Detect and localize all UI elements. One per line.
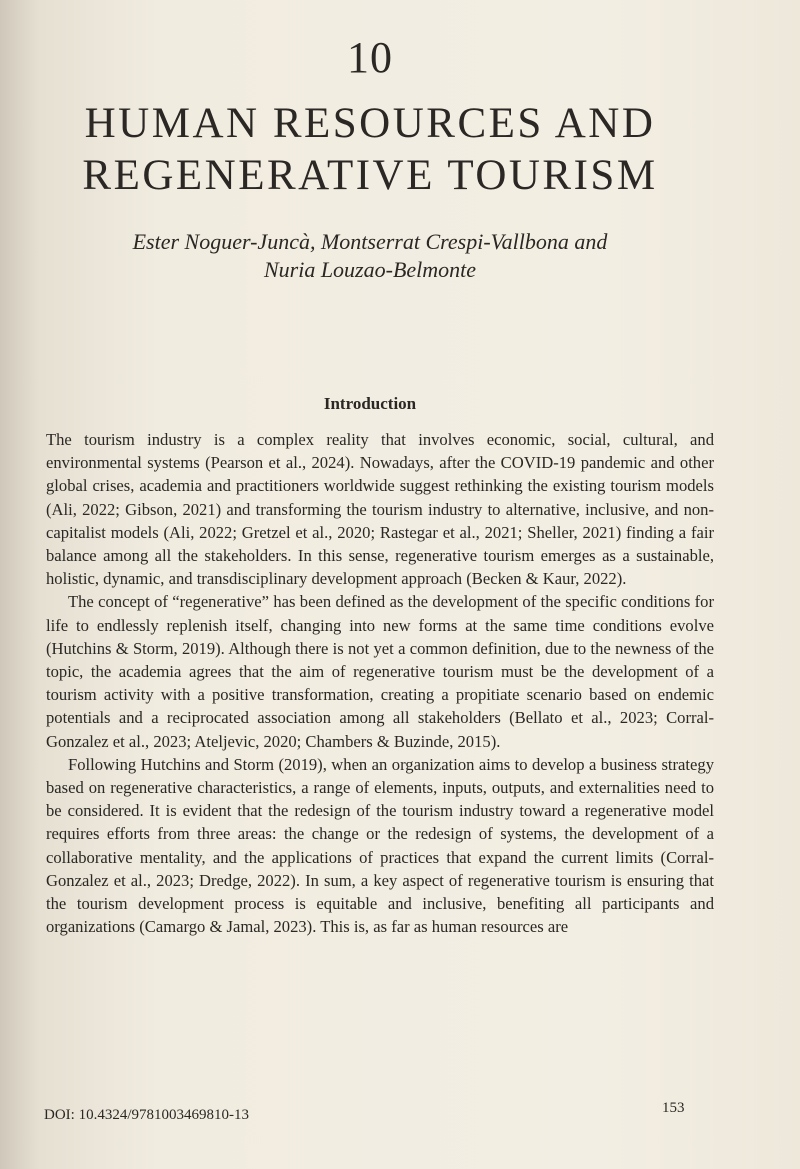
chapter-authors: [30, 228, 710, 284]
paragraph: The tourism industry is a complex reality that involves economic, social, cultural, and environmental systems (Pearson et al., 2024). Nowadays, after the COVID-19 pandemic and other global crises, academia and practitioners worldwide suggest rethinking the existing tourism models (Ali, 2022; Gibson, 2021) and transforming the tourism industry to alternative, inclusive, and non-capitalist models (Ali, 2022; Gretzel et al., 2020; Rastegar et al., 2021; Sheller, 2021) finding a fair balance among all the stakeholders. In this sense, regenerative tourism emerges as a sustainable, holistic, dynamic, and transdisciplinary development approach (Becken & Kaur, 2022).: [46, 430, 714, 589]
chapter-number: 10: [347, 33, 393, 82]
page-number: 153: [662, 1100, 685, 1116]
authors-line: Nuria Louzao-Belmonte: [263, 257, 477, 282]
authors-line: Ester Noguer-Juncà, Montserrat Crespi-Vallbona and: [132, 229, 608, 254]
chapter-title-line: REGENERATIVE TOURISM: [82, 152, 658, 199]
doi: DOI: 10.4324/9781003469810-13: [44, 1107, 249, 1123]
section-heading: Introduction: [323, 394, 417, 413]
chapter-title: [40, 98, 700, 202]
paragraph: Following Hutchins and Storm (2019), when an organization aims to develop a business strategy based on regenerative characteristics, a range of elements, inputs, outputs, and externalities need to be considered. It is evident that the redesign of the tourism industry toward a regenerative model requires efforts from three areas: the change or the redesign of systems, the development of a collaborative mentality, and the applications of practices that expand the current limits (Corral-Gonzalez et al., 2023; Dredge, 2022). In sum, a key aspect of regenerative tourism is ensuring that the tourism development process is equitable and inclusive, benefiting all participants and organizations (Camargo & Jamal, 2023). This is, as far as human resources are: [46, 754, 714, 937]
paragraph: The concept of “regenerative” has been defined as the development of the specific conditions for life to endlessly replenish itself, changing into new forms at the same time conditions evolve (Hutchins & Storm, 2019). Although there is not yet a common definition, due to the newness of the topic, the academia agrees that the aim of regenerative tourism must be the development of a tourism activity with a positive transformation, creating a propitiate scenario based on endemic potentials and a reciprocated association among all stakeholders (Bellato et al., 2023; Corral-Gonzalez et al., 2023; Ateljevic, 2020; Chambers & Buzinde, 2015).: [46, 592, 714, 751]
chapter-title-line: HUMAN RESOURCES AND: [84, 100, 656, 147]
body-text: [46, 428, 714, 938]
